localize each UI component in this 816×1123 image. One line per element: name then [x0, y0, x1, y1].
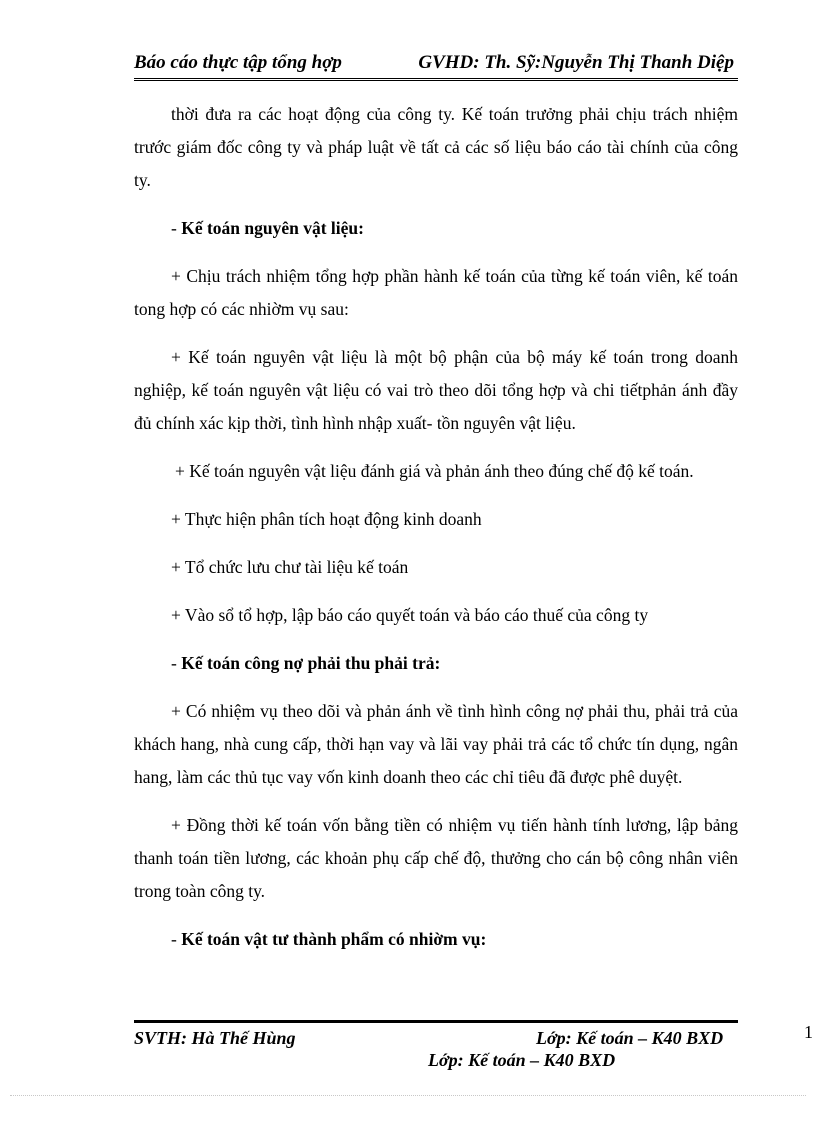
paragraph: + Thực hiện phân tích hoạt động kinh doanh	[171, 509, 482, 529]
section-heading: - Kế toán công nợ phải thu phải trả:	[171, 653, 441, 673]
footer-rule	[134, 1020, 738, 1023]
class-label-repeat: Lớp: Kế toán – K40 BXD	[428, 1050, 616, 1070]
page-header	[134, 48, 738, 81]
class-label: Lớp: Kế toán – K40 BXD	[536, 1028, 724, 1048]
page-bottom-border	[10, 1095, 806, 1096]
paragraph: + Có nhiệm vụ theo dõi và phản ánh về tình hình công nợ phải thu, phải trả của khách hang, nhà cung cấp, thời hạn vay và lãi vay phải trả các tổ chức tín dụng, ngân hang, làm các thủ tục vay vốn kinh doanh theo các chỉ tiêu đã được phê duyệt.	[134, 701, 738, 787]
paragraph: + Vào sổ tổ hợp, lập báo cáo quyết toán và báo cáo thuế của công ty	[171, 605, 649, 625]
paragraph: thời đưa ra các hoạt động của công ty. Kế toán trưởng phải chịu trách nhiệm trước giám đốc công ty và pháp luật về tất cả các số liệu báo cáo tài chính của công ty.	[134, 104, 738, 190]
paragraph: + Tổ chức lưu chư tài liệu kế toán	[171, 557, 409, 577]
section-heading: - Kế toán vật tư thành phẩm có nhiờm vụ:	[171, 929, 487, 949]
report-title: Báo cáo thực tập tổng hợp	[134, 52, 342, 73]
paragraph: + Chịu trách nhiệm tổng hợp phần hành kế toán của từng kế toán viên, kế toán tong hợp có các nhiờm vụ sau:	[134, 266, 738, 319]
paragraph: + Đồng thời kế toán vốn bằng tiền có nhiệm vụ tiến hành tính lương, lập bảng thanh toán tiền lương, các khoản phụ cấp chế độ, thưởng cho cán bộ công nhân viên trong toàn công ty.	[134, 815, 738, 901]
supervisor-name: GVHD: Th. Sỹ:Nguyễn Thị Thanh Diệp	[418, 52, 734, 73]
paragraph: + Kế toán nguyên vật liệu đánh giá và phản ánh theo đúng chế độ kế toán.	[175, 461, 694, 481]
student-name: SVTH: Hà Thế Hùng	[134, 1028, 296, 1048]
page-number: 1	[804, 1022, 813, 1042]
section-heading: - Kế toán nguyên vật liệu:	[171, 218, 364, 238]
document-body	[134, 98, 738, 971]
paragraph: + Kế toán nguyên vật liệu là một bộ phận của bộ máy kế toán trong doanh nghiệp, kế toán nguyên vật liệu có vai trò theo dõi tổng hợp và chi tiếtphản ánh đầy đủ chính xác kịp thời, tình hình nhập xuất- tồn nguyên vật liệu.	[134, 347, 738, 433]
